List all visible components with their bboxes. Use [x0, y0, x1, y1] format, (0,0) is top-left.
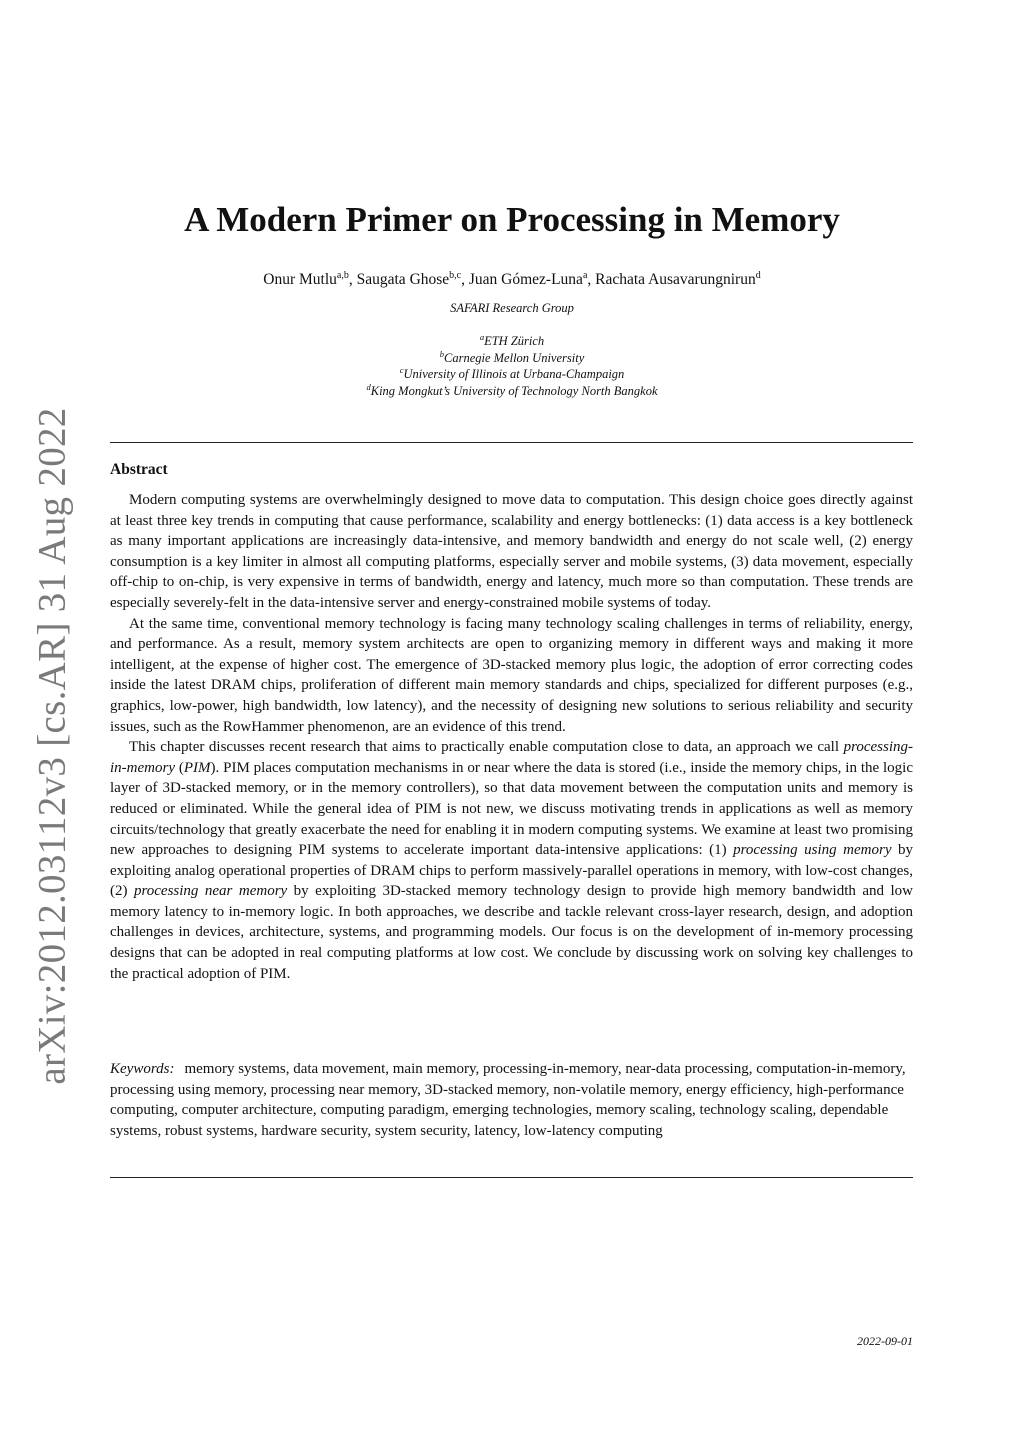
affiliation-mark: c: [399, 365, 404, 375]
paper-title: A Modern Primer on Processing in Memory: [184, 200, 840, 239]
keywords: [110, 1059, 913, 1141]
abstract-text: by exploiting 3D-stacked memory technology design to provide high memory bandwidth and low memory latency to in-memory logic. In both approaches, we describe and tackle relevant cross-layer research, design, and adoption challenges in devices, architecture, systems, and programming models. Our focus is on the development of in-memory processing designs that can be adopted in real computing platforms at low cost. We conclude by discussing work on solving key challenges to the practical adoption of PIM.: [110, 883, 913, 982]
author-name: Onur Mutlu: [263, 271, 337, 288]
abstract-body: [110, 490, 913, 984]
affiliation-mark: b: [439, 348, 444, 359]
author-list: Onur Mutlu$^{a,b}$, Saugata Ghose$^{b,c}$, Juan Gómez-Luna$^a$, Rachata Ausavarungnirun$^d$: [263, 270, 761, 288]
author-affiliation-mark: a,b: [336, 270, 349, 281]
affiliation-mark: a: [479, 332, 485, 342]
term-processing-in-memory: processing-in-memory: [110, 739, 913, 776]
term-processing-using-memory: processing using memory: [733, 842, 892, 859]
author-name: Juan Gómez-Luna: [468, 271, 583, 288]
abstract-text: ). PIM places computation mechanisms in or near where the data is stored (i.e., inside the memory chips, in the logic layer of 3D-stacked memory, or in the memory controllers), so that data movement between the computation units and memory is reduced or eliminated. While the general idea of PIM is not new, we discuss motivating trends in applications as well as memory circuits/technology that greatly exacerbate the need for enabling it in modern computing systems. We examine at least two promising new approaches to designing PIM systems to accelerate important data-intensive applications: (1): [110, 759, 913, 859]
affiliation-name: University of Illinois at Urbana-Champaign: [403, 367, 625, 381]
abstract-paragraph-1: Modern computing systems are overwhelmingly designed to move data to computation. This design choice goes directly against at least three key trends in computing that cause performance, scalability and energy bottlenecks: (1) data access is a key bottleneck as many important applications are increasingly data-intensive, and memory bandwidth and energy do not scale well, (2) energy consumption is a key limiter in almost all computing platforms, especially server and mobile systems, (3) data movement, especially off-chip to on-chip, is very expensive in terms of bandwidth, energy and latency, much more so than computation. These trends are especially severely-felt in the data-intensive server and energy-constrained mobile systems of today.: [110, 492, 913, 611]
abstract-paragraph-2: At the same time, conventional memory technology is facing many technology scaling challenges in terms of reliability, energy, and performance. As a result, memory system architects are open to organizing memory in different ways and making it more intelligent, at the expense of higher cost. The emergence of 3D-stacked memory plus logic, the adoption of error correcting codes inside the latest DRAM chips, proliferation of different main memory standards and chips, specialized for different purposes (e.g., graphics, low-power, high bandwidth, low latency), and the necessity of designing new solutions to serious reliability and security issues, such as the RowHammer phenomenon, are an evidence of this trend.: [110, 615, 913, 735]
affiliation-name: Carnegie Mellon University: [444, 350, 585, 365]
arxiv-identifier-stamp: arXiv:2012.03112v3 [cs.AR] 31 Aug 2022: [30, 407, 74, 1085]
affiliation-list: [0, 333, 1024, 399]
term-processing-near-memory: processing near memory: [133, 883, 288, 900]
keywords-text: memory systems, data movement, main memory, processing-in-memory, near-data processing, computation-in-memory, processing using memory, processing near memory, 3D-stacked memory, non-volatile memory, energy efficiency, high-performance computing, computer architecture, computing paradigm, emerging technologies, memory scaling, technology scaling, dependable systems, robust systems, hardware security, system security, latency, low-latency computing: [110, 1061, 906, 1139]
author-name: Rachata Ausavarungnirun: [595, 271, 756, 288]
author-affiliation-mark: b,c: [449, 270, 462, 281]
keywords-label: Keywords:: [110, 1061, 175, 1077]
abstract-top-rule: [110, 442, 913, 443]
affiliation-mark: d: [366, 381, 371, 392]
preprint-date: 2022-09-01: [857, 1334, 913, 1348]
research-group: SAFARI Research Group: [450, 301, 574, 315]
abstract-paragraph-3: [110, 737, 913, 984]
author-affiliation-mark: d: [755, 270, 761, 281]
affiliation: [0, 350, 1024, 367]
affiliation-name: King Mongkut’s University of Technology North Bangkok: [370, 383, 658, 398]
abstract-text: (: [174, 759, 184, 776]
affiliation: [0, 333, 1024, 350]
abbr-pim: PIM: [183, 759, 211, 776]
author-affiliation-mark: a: [582, 270, 588, 281]
affiliation: [0, 366, 1024, 383]
affiliation: [0, 383, 1024, 400]
abstract-heading: Abstract: [110, 461, 168, 478]
affiliation-name: ETH Zürich: [484, 334, 545, 348]
abstract-text: This chapter discusses recent research that aims to practically enable computation close to data, an approach we call: [129, 739, 844, 756]
abstract-bottom-rule: [110, 1177, 913, 1178]
author-name: Saugata Ghose: [356, 271, 450, 288]
abstract-text: by exploiting analog operational properties of DRAM chips to perform massively-parallel operations in memory, with low-cost changes, (2): [110, 842, 914, 900]
